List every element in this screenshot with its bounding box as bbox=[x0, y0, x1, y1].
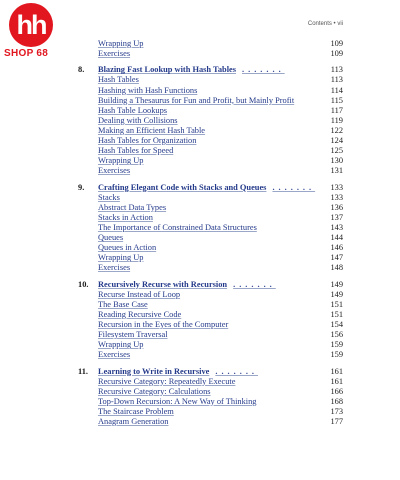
toc-chapter-row bbox=[78, 65, 343, 75]
page-number: 149 bbox=[330, 279, 343, 289]
page-number: 133 bbox=[330, 182, 343, 192]
section-title-link[interactable]: Filesystem Traversal bbox=[98, 330, 168, 340]
toc-entry-title bbox=[98, 86, 321, 96]
logo-subtext: SHOP 68 bbox=[4, 48, 49, 59]
section-title-link[interactable]: Building a Thesaurus for Fun and Profit, but Mainly Profit bbox=[98, 95, 295, 105]
toc-entry-title bbox=[98, 166, 321, 176]
section-title-link[interactable]: Exercises bbox=[98, 263, 131, 273]
section-title-link[interactable]: Hash Tables for Organization bbox=[98, 136, 197, 146]
table-of-contents bbox=[78, 39, 343, 427]
page-number: 115 bbox=[330, 95, 343, 105]
page-number: 148 bbox=[330, 263, 343, 273]
toc-section-row bbox=[78, 96, 343, 106]
section-title-link[interactable]: Recursion in the Eyes of the Computer bbox=[98, 320, 229, 329]
page-number: 161 bbox=[330, 376, 343, 386]
toc-section-row bbox=[78, 126, 343, 136]
toc-entry-title bbox=[98, 136, 321, 146]
section-title-link[interactable]: Hashing with Hash Functions bbox=[98, 85, 198, 95]
toc-section-row bbox=[78, 387, 343, 397]
dot-leader: ....... bbox=[233, 279, 276, 289]
page-number: 151 bbox=[330, 309, 343, 319]
page-number: 131 bbox=[330, 166, 343, 176]
page-number: 177 bbox=[330, 417, 343, 427]
page-number: 109 bbox=[330, 49, 343, 59]
toc-entry-title bbox=[98, 330, 321, 340]
toc-entry-title bbox=[98, 106, 321, 116]
page-number: 117 bbox=[330, 105, 343, 115]
toc-entry-title bbox=[98, 340, 321, 350]
section-title-link[interactable]: Hash Tables for Speed bbox=[98, 146, 174, 156]
section-title-link[interactable]: Hash Tables bbox=[98, 75, 139, 85]
page-number: 159 bbox=[330, 340, 343, 350]
page-number: 166 bbox=[330, 386, 343, 396]
toc-section-row bbox=[78, 377, 343, 387]
toc-entry-title bbox=[98, 320, 321, 330]
toc-entry-title bbox=[98, 223, 321, 233]
toc-entry-title bbox=[98, 280, 321, 290]
toc-entry-title bbox=[98, 96, 321, 106]
toc-entry-title bbox=[98, 49, 321, 59]
page-number: 159 bbox=[330, 350, 343, 360]
page-number: 113 bbox=[330, 75, 343, 85]
page-number: 137 bbox=[330, 212, 343, 222]
toc-entry-title bbox=[98, 126, 321, 136]
toc-section-row bbox=[78, 86, 343, 96]
dot-leader: ....... bbox=[272, 182, 316, 192]
page-number: 156 bbox=[330, 330, 343, 340]
page-number: 151 bbox=[330, 299, 343, 309]
toc-section-row bbox=[78, 290, 343, 300]
running-head: Contents • vii bbox=[307, 21, 343, 27]
chapter-title-link[interactable]: Crafting Elegant Code with Stacks and Queues bbox=[98, 182, 267, 192]
toc-entry-title bbox=[98, 263, 321, 273]
toc-entry-title bbox=[98, 213, 321, 223]
section-title-link[interactable]: Exercises bbox=[98, 166, 131, 176]
toc-entry-title bbox=[98, 290, 321, 300]
toc-entry-title bbox=[98, 407, 321, 417]
section-title-link[interactable]: Recursive Category: Repeatedly Execute bbox=[98, 376, 236, 386]
section-title-link[interactable]: Hash Table Lookups bbox=[98, 105, 168, 115]
toc-section-row bbox=[78, 330, 343, 340]
toc-section-row bbox=[78, 417, 343, 427]
page-number: 113 bbox=[330, 65, 343, 75]
toc-chapter-row bbox=[78, 367, 343, 377]
toc-entry-title bbox=[98, 156, 321, 166]
toc-section-row bbox=[78, 223, 343, 233]
toc-entry-title bbox=[98, 253, 321, 263]
section-title-link[interactable]: Stacks bbox=[98, 192, 120, 202]
toc-section-row bbox=[78, 166, 343, 176]
section-title-link[interactable]: Recurse Instead of Loop bbox=[98, 289, 181, 299]
page-number: 173 bbox=[330, 406, 343, 416]
toc-section-row bbox=[78, 253, 343, 263]
toc-entry-title bbox=[98, 387, 321, 397]
toc-entry-title bbox=[98, 233, 321, 243]
page-number: 149 bbox=[330, 289, 343, 299]
section-title-link[interactable]: Making an Efficient Hash Table bbox=[98, 125, 206, 135]
section-title-link[interactable]: Reading Recursive Code bbox=[98, 309, 182, 319]
chapter-number: 9. bbox=[78, 182, 85, 192]
dot-leader: ....... bbox=[215, 366, 259, 376]
page-number: 147 bbox=[330, 253, 343, 263]
toc-section-row bbox=[78, 203, 343, 213]
toc-section-row bbox=[78, 136, 343, 146]
section-title-link[interactable]: Exercises bbox=[98, 49, 131, 59]
page-number: 133 bbox=[330, 192, 343, 202]
toc-section-row bbox=[78, 350, 343, 360]
chapter-title-link[interactable]: Learning to Write in Recursive bbox=[98, 366, 210, 376]
toc-entry-title bbox=[98, 203, 321, 213]
section-title-link[interactable]: The Staircase Problem bbox=[98, 406, 174, 416]
toc-section-row bbox=[78, 156, 343, 166]
toc-entry-title bbox=[98, 310, 321, 320]
toc-section-row bbox=[78, 146, 343, 156]
section-title-link[interactable]: The Base Case bbox=[98, 299, 148, 309]
toc-entry-title bbox=[98, 75, 321, 85]
toc-entry-title bbox=[98, 367, 321, 377]
page-number: 114 bbox=[330, 85, 343, 95]
section-title-link[interactable]: Anagram Generation bbox=[98, 417, 169, 427]
toc-entry-title bbox=[98, 65, 321, 75]
section-title-link[interactable]: Queues bbox=[98, 233, 124, 243]
toc-entry-title bbox=[98, 193, 321, 203]
page-number: 124 bbox=[330, 136, 343, 146]
section-title-link[interactable]: The Importance of Constrained Data Structures bbox=[98, 222, 257, 232]
page-number: 161 bbox=[330, 366, 343, 376]
toc-entry-title bbox=[98, 243, 321, 253]
section-title-link[interactable]: Queues in Action bbox=[98, 243, 157, 253]
section-title-link[interactable]: Wrapping Up bbox=[98, 340, 144, 350]
toc-entry-title bbox=[98, 183, 321, 193]
page-number: 119 bbox=[330, 115, 343, 125]
toc-entry-title bbox=[98, 39, 321, 49]
toc-entry-title bbox=[98, 417, 321, 427]
section-title-link[interactable]: Top-Down Recursion: A New Way of Thinking bbox=[98, 396, 257, 406]
toc-section-row bbox=[78, 320, 343, 330]
section-title-link[interactable]: Exercises bbox=[98, 350, 131, 360]
toc-chapter-row bbox=[78, 280, 343, 290]
section-title-link[interactable]: Recursive Category: Calculations bbox=[98, 386, 211, 396]
section-title-link[interactable]: Wrapping Up bbox=[98, 253, 144, 263]
toc-section-row bbox=[78, 75, 343, 85]
chapter-number: 11. bbox=[78, 366, 89, 376]
toc-section-row bbox=[78, 116, 343, 126]
logo-badge: hh bbox=[9, 3, 53, 47]
dot-leader: ....... bbox=[242, 65, 285, 75]
section-title-link[interactable]: Stacks in Action bbox=[98, 212, 153, 222]
toc-section-row bbox=[78, 233, 343, 243]
section-title-link[interactable]: Dealing with Collisions bbox=[98, 115, 178, 125]
chapter-number: 8. bbox=[78, 65, 85, 75]
toc-chapter-row bbox=[78, 183, 343, 193]
toc-section-row bbox=[78, 300, 343, 310]
section-title-link[interactable]: Abstract Data Types bbox=[98, 202, 167, 212]
toc-section-row bbox=[78, 193, 343, 203]
toc-entry-title bbox=[98, 377, 321, 387]
shop-logo bbox=[4, 3, 60, 59]
chapter-number: 10. bbox=[78, 279, 89, 289]
toc-section-row bbox=[78, 310, 343, 320]
toc-entry-title bbox=[98, 116, 321, 126]
page-number: 144 bbox=[330, 233, 343, 243]
toc-section-row bbox=[78, 106, 343, 116]
toc-section-row bbox=[78, 397, 343, 407]
toc-entry-title bbox=[98, 146, 321, 156]
toc-section-row bbox=[78, 243, 343, 253]
section-title-link[interactable]: Wrapping Up bbox=[98, 156, 144, 166]
toc-section-row bbox=[78, 340, 343, 350]
page-number: 154 bbox=[330, 320, 343, 329]
toc-section-row bbox=[78, 263, 343, 273]
toc-section-row bbox=[78, 213, 343, 223]
toc-entry-title bbox=[98, 350, 321, 360]
page-number: 136 bbox=[330, 202, 343, 212]
toc-section-row bbox=[78, 39, 343, 49]
section-title-link[interactable]: Wrapping Up bbox=[98, 39, 144, 48]
page-number: 143 bbox=[330, 222, 343, 232]
page-number: 109 bbox=[330, 39, 343, 48]
page-number: 130 bbox=[330, 156, 343, 166]
page-number: 122 bbox=[330, 125, 343, 135]
page-number: 168 bbox=[330, 396, 343, 406]
chapter-title-link[interactable]: Blazing Fast Lookup with Hash Tables bbox=[98, 65, 236, 75]
page-number: 125 bbox=[330, 146, 343, 156]
chapter-title-link[interactable]: Recursively Recurse with Recursion bbox=[98, 279, 228, 289]
toc-section-row bbox=[78, 407, 343, 417]
toc-entry-title bbox=[98, 300, 321, 310]
toc-entry-title bbox=[98, 397, 321, 407]
toc-section-row bbox=[78, 49, 343, 59]
page-number: 146 bbox=[330, 243, 343, 253]
